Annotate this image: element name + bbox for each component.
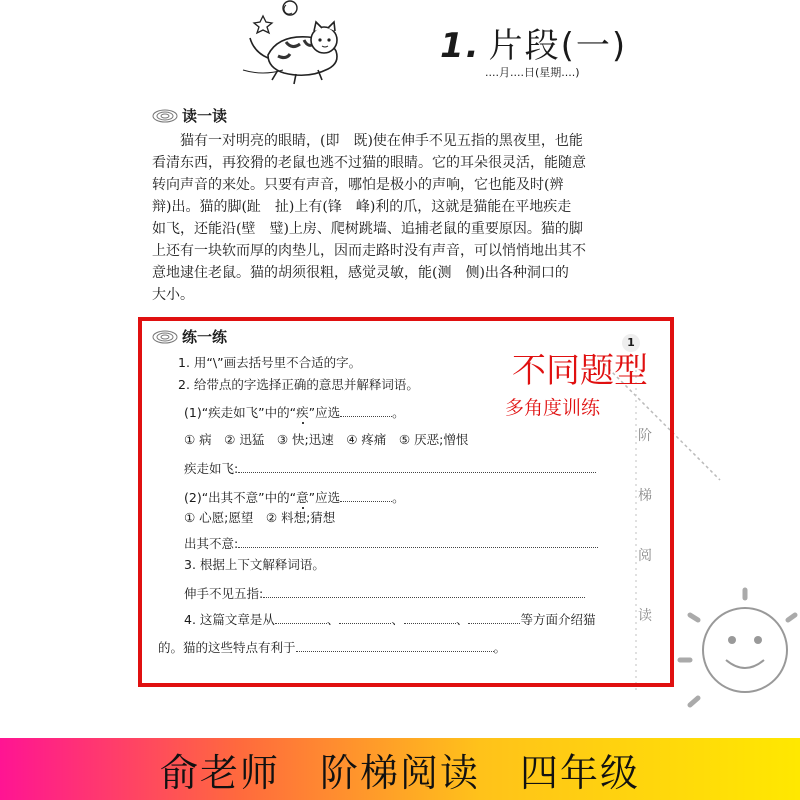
passage-line: 看清东西，再狡猾的老鼠也逃不过猫的眼睛。它的耳朵很灵活，能随意 <box>152 155 586 171</box>
lesson-title: 片段(一) <box>488 26 628 66</box>
read-heading-label: 读一读 <box>182 107 228 125</box>
lesson-number: 1. <box>440 26 481 66</box>
page-title <box>440 18 627 67</box>
q2-2-options: ① 心愿;愿望 ② 料想;猜想 <box>184 510 336 525</box>
q4-suffix: 等方面介绍猫 <box>520 612 596 627</box>
banner-text: 俞老师 阶梯阅读 四年级 <box>159 750 640 795</box>
passage-line: 上还有一块软而厚的肉垫儿，因而走路时没有声音，可以悄悄地出其不 <box>152 243 586 259</box>
bottom-banner <box>0 738 800 800</box>
side-char: 阶 <box>638 428 652 444</box>
passage-line: 转向声音的来处。只要有声音，哪怕是极小的声响，它也能及时(辨 <box>152 177 564 193</box>
q2-1-dotted-char: 疾 <box>296 405 309 420</box>
q4-separator: 、 <box>391 612 404 627</box>
q4-separator: 、 <box>326 612 340 627</box>
passage-line: 辩)出。猫的脚(趾 扯)上有(锋 峰)利的爪，这就是猫能在平地疾走 <box>152 199 572 215</box>
passage-line: 猫有一对明亮的眼睛，(即 既)使在伸手不见五指的黑夜里，也能 <box>180 133 583 149</box>
practice-heading-label: 练一练 <box>182 328 228 346</box>
promo-headline: 不同题型 <box>512 351 648 391</box>
page-number-badge: 1 <box>622 334 640 352</box>
q4-prefix: 4. 这篇文章是从 <box>184 612 275 627</box>
promo-subline: 多角度训练 <box>505 397 601 419</box>
passage-line: 意地逮住老鼠。猫的胡须很粗，感觉灵敏，能(测 侧)出各种洞口的 <box>152 265 569 281</box>
q4-separator: 、 <box>455 612 469 627</box>
q4-line2-end: 。 <box>493 640 507 655</box>
q2-2-dotted-char: 意 <box>296 490 309 505</box>
cat-illustration <box>238 0 358 90</box>
side-char: 阅 <box>638 548 652 564</box>
read-section-heading <box>152 105 227 126</box>
q2-1-end: 。 <box>392 405 405 420</box>
question-3: 3. 根据上下文解释词语。 <box>184 557 325 572</box>
question-2: 2. 给带点的字选择正确的意思并解释词语。 <box>178 377 419 392</box>
q3-label: 伸手不见五指: <box>184 586 264 601</box>
q2-1-suffix: ”应选 <box>308 405 341 420</box>
q2-2-explain-label: 出其不意: <box>184 536 239 551</box>
side-char: 梯 <box>638 488 652 504</box>
q2-2-end: 。 <box>392 490 405 505</box>
question-1: 1. 用“\”画去括号里不合适的字。 <box>178 355 362 370</box>
passage-line: 大小。 <box>152 287 194 303</box>
reading-passage <box>152 130 612 306</box>
q2-1-explain-label: 疾走如飞: <box>184 461 239 476</box>
swirl-icon <box>152 109 178 123</box>
q2-2-suffix: ”应选 <box>308 490 341 505</box>
passage-line: 如飞，还能沿(壁 璧)上房、爬树跳墙、追捕老鼠的重要原因。猫的脚 <box>152 221 583 237</box>
q4-line2-prefix: 的。猫的这些特点有利于 <box>158 640 296 655</box>
q2-1-prefix: (1)“疾走如飞”中的“ <box>184 405 297 420</box>
q2-2-prefix: (2)“出其不意”中的“ <box>184 490 297 505</box>
q2-1-options: ① 病 ② 迅猛 ③ 快;迅速 ④ 疼痛 ⑤ 厌恶;憎恨 <box>184 432 469 447</box>
date-line: ....月....日(星期....) <box>485 66 580 79</box>
side-char: 读 <box>638 608 652 624</box>
